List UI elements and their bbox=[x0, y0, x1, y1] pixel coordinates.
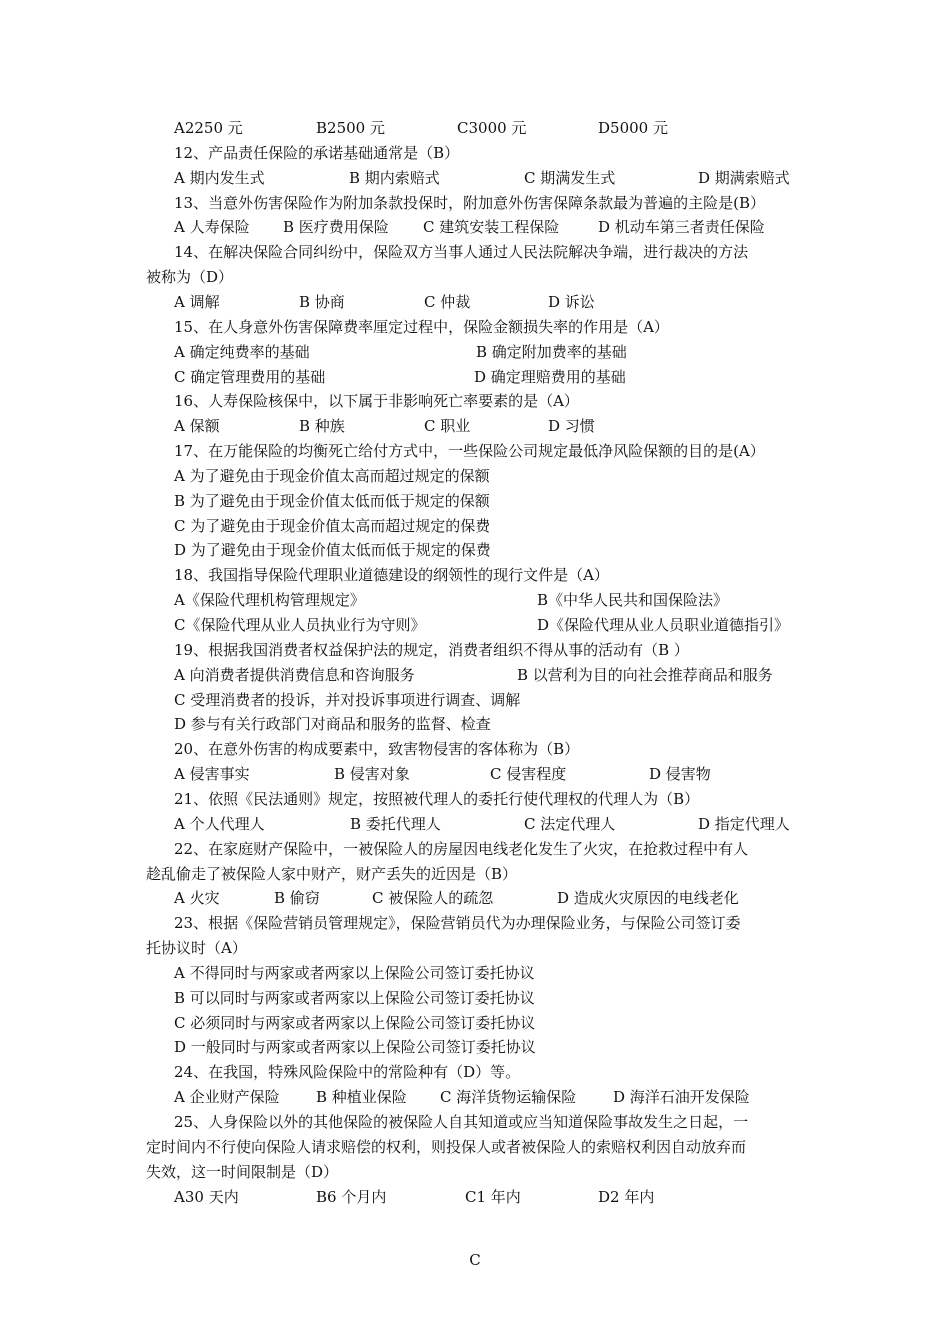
option-cell: B 种族 bbox=[299, 417, 345, 436]
option-cell: D《保险代理从业人员职业道德指引》 bbox=[537, 616, 790, 634]
option-cell: C3000 元 bbox=[457, 119, 527, 137]
option-cell: B 期内索赔式 bbox=[349, 168, 440, 187]
line-text: A 不得同时与两家或者两家以上保险公司签订委托协议 bbox=[174, 963, 535, 982]
option-cell: A 个人代理人 bbox=[174, 814, 265, 833]
option-cell: C 被保险人的疏忽 bbox=[372, 889, 494, 908]
option-cell: A 人寿保险 bbox=[174, 218, 250, 237]
line-text: B 可以同时与两家或者两家以上保险公司签订委托协议 bbox=[174, 988, 535, 1007]
option-cell: B 确定附加费率的基础 bbox=[476, 342, 627, 361]
option-cell: D 习惯 bbox=[548, 417, 595, 436]
line-text: 24、在我国，特殊风险保险中的常险种有（D）等。 bbox=[174, 1063, 521, 1082]
option-cell: B 以营利为目的向社会推荐商品和服务 bbox=[517, 665, 773, 684]
line-text: 托协议时（A） bbox=[146, 939, 247, 958]
line-text: C 必须同时与两家或者两家以上保险公司签订委托协议 bbox=[174, 1013, 536, 1032]
option-cell: D 指定代理人 bbox=[698, 814, 790, 833]
option-cell: A 保额 bbox=[174, 417, 220, 436]
line-text: 23、根据《保险营销员管理规定》，保险营销员代为办理保险业务，与保险公司签订委 bbox=[174, 914, 741, 933]
option-cell: C 职业 bbox=[424, 417, 471, 436]
option-cell: A 侵害事实 bbox=[174, 765, 250, 784]
line-text: 18、我国指导保险代理职业道德建设的纲领性的现行文件是（A） bbox=[174, 566, 609, 585]
option-cell: A2250 元 bbox=[174, 119, 243, 137]
option-cell: D 确定理赔费用的基础 bbox=[474, 367, 626, 386]
option-cell: B 委托代理人 bbox=[350, 814, 441, 833]
option-cell: B《中华人民共和国保险法》 bbox=[537, 591, 729, 610]
option-cell: A 调解 bbox=[174, 292, 220, 311]
option-cell: C 建筑安装工程保险 bbox=[423, 218, 560, 237]
option-cell: A 火灾 bbox=[174, 889, 220, 908]
line-text: D 参与有关行政部门对商品和服务的监督、检查 bbox=[174, 715, 491, 734]
option-cell: D 机动车第三者责任保险 bbox=[598, 218, 765, 237]
line-text: 失效，这一时间限制是（D） bbox=[146, 1162, 339, 1181]
option-cell: B 种植业保险 bbox=[316, 1088, 407, 1107]
line-text: C 为了避免由于现金价值太高而超过规定的保费 bbox=[174, 516, 491, 535]
option-cell: B 偷窃 bbox=[274, 889, 320, 908]
option-cell: D 侵害物 bbox=[649, 765, 711, 784]
line-text: 17、在万能保险的均衡死亡给付方式中，一些保险公司规定最低净风险保额的目的是(A） bbox=[174, 442, 765, 461]
option-cell: A《保险代理机构管理规定》 bbox=[174, 591, 365, 610]
option-cell: B 侵害对象 bbox=[334, 765, 410, 784]
option-cell: B6 个月内 bbox=[316, 1187, 387, 1206]
option-cell: D 诉讼 bbox=[548, 292, 595, 311]
page-footer: C bbox=[469, 1251, 481, 1269]
option-cell: C 仲裁 bbox=[424, 292, 471, 311]
line-text: 22、在家庭财产保险中，一被保险人的房屋因电线老化发生了火灾，在抢救过程中有人 bbox=[174, 839, 749, 858]
option-cell: D 造成火灾原因的电线老化 bbox=[557, 889, 739, 908]
line-text: 19、根据我国消费者权益保护法的规定，消费者组织不得从事的活动有（B ） bbox=[174, 640, 689, 659]
line-text: C 受理消费者的投诉，并对投诉事项进行调查、调解 bbox=[174, 690, 521, 709]
line-text: 15、在人身意外伤害保障费率厘定过程中，保险金额损失率的作用是（A） bbox=[174, 317, 669, 336]
line-text: B 为了避免由于现金价值太低而低于规定的保额 bbox=[174, 491, 490, 510]
line-text: D 一般同时与两家或者两家以上保险公司签订委托协议 bbox=[174, 1038, 536, 1057]
option-cell: A 企业财产保险 bbox=[174, 1088, 280, 1107]
option-cell: D 期满索赔式 bbox=[698, 168, 790, 187]
option-cell: A 向消费者提供消费信息和咨询服务 bbox=[174, 665, 415, 684]
line-text: 16、人寿保险核保中，以下属于非影响死亡率要素的是（A） bbox=[174, 392, 579, 411]
line-text: A 为了避免由于现金价值太高而超过规定的保额 bbox=[174, 466, 490, 485]
option-cell: C 侵害程度 bbox=[490, 765, 567, 784]
option-cell: B 协商 bbox=[299, 292, 345, 311]
line-text: 13、当意外伤害保险作为附加条款投保时，附加意外伤害保障条款最为普遍的主险是(B） bbox=[174, 193, 765, 212]
line-text: 被称为（D） bbox=[146, 268, 234, 287]
option-cell: B2500 元 bbox=[316, 119, 385, 137]
line-text: 定时间内不行使向保险人请求赔偿的权利，则投保人或者被保险人的索赔权利因自动放弃而 bbox=[146, 1137, 747, 1156]
option-cell: A30 天内 bbox=[174, 1187, 239, 1206]
option-cell: C1 年内 bbox=[465, 1187, 521, 1206]
option-cell: C 法定代理人 bbox=[524, 814, 616, 833]
option-cell: A 期内发生式 bbox=[174, 168, 265, 187]
line-text: 20、在意外伤害的构成要素中，致害物侵害的客体称为（B） bbox=[174, 740, 580, 759]
line-text: 趁乱偷走了被保险人家中财产，财产丢失的近因是（B） bbox=[146, 864, 518, 883]
option-cell: C 海洋货物运输保险 bbox=[440, 1088, 577, 1107]
line-text: 25、人身保险以外的其他保险的被保险人自其知道或应当知道保险事故发生之日起，一 bbox=[174, 1113, 749, 1131]
option-cell: C《保险代理从业人员执业行为守则》 bbox=[174, 616, 426, 634]
option-cell: A 确定纯费率的基础 bbox=[174, 342, 310, 361]
option-cell: D5000 元 bbox=[598, 119, 668, 137]
option-cell: B 医疗费用保险 bbox=[283, 218, 389, 237]
line-text: 12、产品责任保险的承诺基础通常是（B） bbox=[174, 143, 460, 162]
option-cell: D 海洋石油开发保险 bbox=[613, 1088, 750, 1107]
line-text: 21、依照《民法通则》规定，按照被代理人的委托行使代理权的代理人为（B） bbox=[174, 789, 700, 808]
line-text: D 为了避免由于现金价值太低而低于规定的保费 bbox=[174, 541, 491, 560]
option-cell: C 确定管理费用的基础 bbox=[174, 367, 326, 386]
line-text: 14、在解决保险合同纠纷中，保险双方当事人通过人民法院解决争端，进行裁决的方法 bbox=[174, 243, 749, 262]
option-cell: D2 年内 bbox=[598, 1187, 655, 1206]
option-cell: C 期满发生式 bbox=[524, 168, 616, 187]
